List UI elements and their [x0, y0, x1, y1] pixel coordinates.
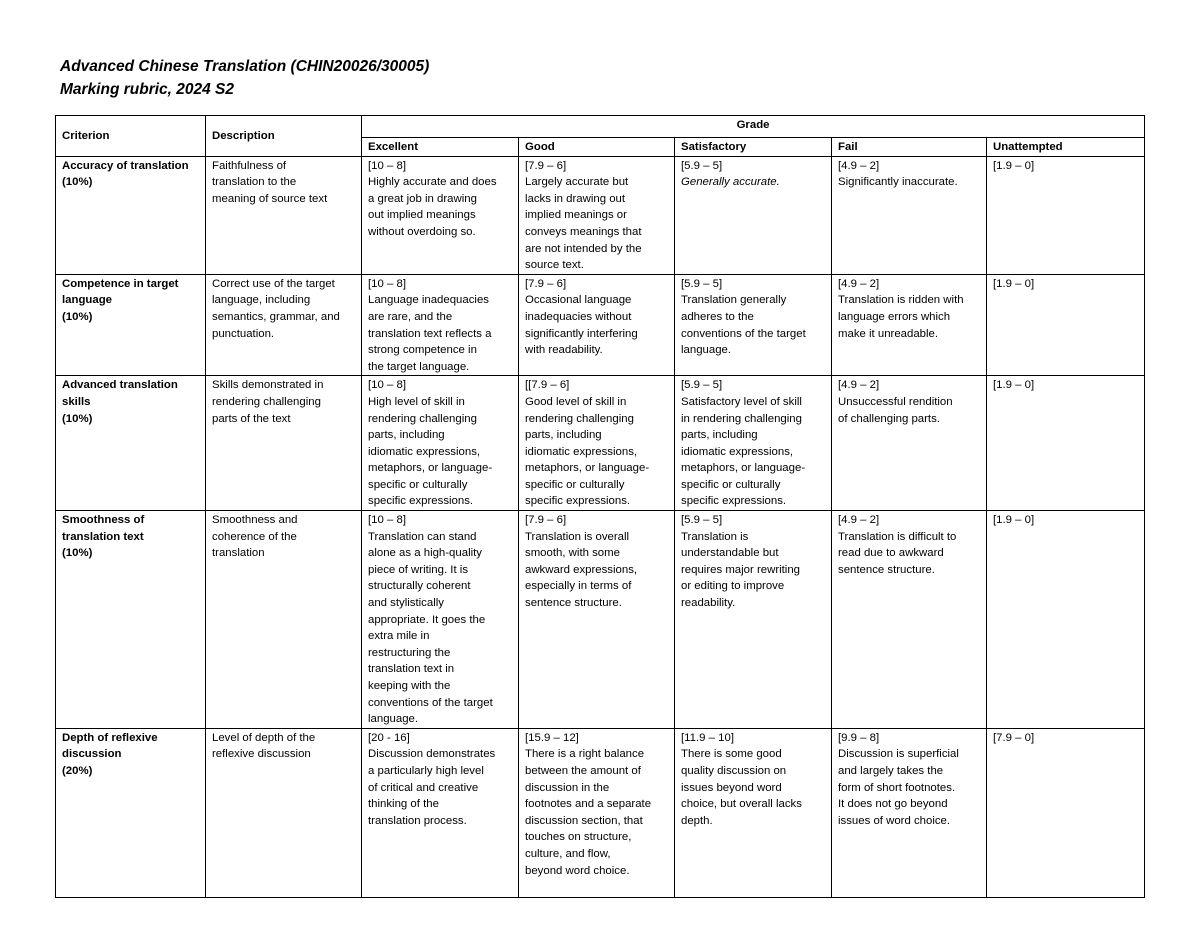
grade-descriptor-line: structurally coherent	[368, 580, 471, 593]
grade-descriptor-line: the target language.	[368, 360, 470, 373]
grade-descriptor-line: There is a right balance	[525, 748, 645, 761]
description-cell	[206, 156, 362, 274]
description-line: Faithfulness of	[212, 159, 287, 172]
grade-descriptor-line: understandable but	[681, 547, 779, 560]
grade-descriptor-line: quality discussion on	[681, 764, 787, 777]
level-header-satisfactory: Satisfactory	[675, 138, 832, 157]
title-line-2: Marking rubric, 2024 S2	[60, 81, 235, 98]
grade-descriptor-line: High level of skill in	[368, 395, 465, 408]
grade-descriptor-line: specific expressions.	[368, 495, 474, 508]
grade-descriptor-line: lacks in drawing out	[525, 192, 626, 205]
header-row-1	[56, 116, 1145, 138]
grade-descriptor-line: inadequacies without	[525, 310, 632, 323]
grade-descriptor-line: It does not go beyond	[838, 798, 948, 811]
criterion-line: translation text	[62, 530, 144, 543]
score-band: [10 – 8]	[368, 277, 406, 290]
criterion-line: Competence in target	[62, 277, 179, 290]
score-band: [7.9 – 6]	[525, 514, 567, 527]
grade-descriptor-line: issues beyond word	[681, 781, 782, 794]
grade-descriptor-line: a great job in drawing	[368, 192, 477, 205]
grade-descriptor-line: metaphors, or language-	[525, 462, 650, 475]
criterion-header: Criterion	[56, 116, 206, 157]
grade-cell-fail	[832, 511, 987, 729]
grade-descriptor-line: of challenging parts.	[838, 412, 940, 425]
grade-descriptor-line: parts, including	[368, 429, 445, 442]
grade-cell-fail	[832, 156, 987, 274]
grade-descriptor-line: in rendering challenging	[681, 412, 802, 425]
grade-descriptor-line: Translation is difficult to	[838, 530, 957, 543]
grade-descriptor-line: especially in terms of	[525, 580, 632, 593]
level-header-fail: Fail	[832, 138, 987, 157]
grade-descriptor-line: language.	[681, 344, 732, 357]
grade-descriptor-line: Satisfactory level of skill	[681, 395, 802, 408]
grade-descriptor-line: keeping with the	[368, 680, 451, 692]
grade-descriptor-line: sentence structure.	[525, 597, 622, 610]
level-header-unattempted: Unattempted	[987, 138, 1145, 157]
score-band: [10 – 8]	[368, 514, 406, 527]
grade-descriptor-line: discussion in the	[525, 781, 610, 794]
grade-descriptor-line: Unsuccessful rendition	[838, 395, 953, 408]
grade-cell-excellent	[362, 156, 519, 274]
grade-descriptor-line: discussion section, that	[525, 814, 643, 827]
grade-descriptor-line: with readability.	[525, 344, 603, 357]
grade-descriptor-line: metaphors, or language-	[368, 462, 493, 475]
grade-cell-good	[519, 511, 675, 729]
grade-descriptor-line: Translation can stand	[368, 530, 477, 543]
grade-descriptor-line: specific expressions.	[525, 495, 631, 508]
grade-descriptor-line: without overdoing so.	[368, 225, 476, 238]
grade-descriptor-line: language.	[368, 713, 419, 726]
grade-descriptor-line: implied meanings or	[525, 209, 627, 222]
grade-descriptor-line: out implied meanings	[368, 209, 476, 222]
score-band: [10 – 8]	[368, 159, 406, 172]
description-cell	[206, 274, 362, 376]
grade-descriptor-line: Discussion is superficial	[838, 748, 959, 761]
grade-cell-good	[519, 376, 675, 511]
rubric-table	[55, 115, 1145, 898]
grade-descriptor-line: Language inadequacies	[368, 294, 489, 307]
level-header-good: Good	[519, 138, 675, 157]
criterion-line: Depth of reflexive	[62, 731, 158, 744]
description-line: punctuation.	[212, 327, 275, 340]
grade-cell-excellent	[362, 274, 519, 376]
description-line: Level of depth of the	[212, 731, 316, 744]
grade-descriptor-line: culture, and flow,	[525, 847, 611, 860]
description-line: reflexive discussion	[212, 748, 311, 761]
description-line: Skills demonstrated in	[212, 379, 324, 392]
grade-descriptor-line: of critical and creative	[368, 781, 479, 794]
grade-descriptor-line: restructuring the	[368, 646, 451, 659]
grade-descriptor-line: thinking of the	[368, 798, 439, 811]
grade-descriptor-line: parts, including	[681, 429, 758, 442]
document-title	[60, 55, 429, 101]
grade-descriptor-line: translation text in	[368, 663, 455, 676]
grade-cell-good	[519, 274, 675, 376]
grade-descriptor-line: specific or culturally	[368, 478, 468, 491]
grade-descriptor-line: strong competence in	[368, 344, 477, 357]
rubric-row	[56, 376, 1145, 511]
description-line: coherence of the	[212, 530, 297, 543]
grade-cell-satisfactory	[675, 156, 832, 274]
grade-descriptor-line: issues of word choice.	[838, 814, 951, 827]
grade-descriptor-line: sentence structure.	[838, 563, 935, 576]
criterion-line: (10%)	[62, 547, 93, 560]
grade-descriptor-line: Largely accurate but	[525, 176, 629, 189]
grade-cell-good	[519, 156, 675, 274]
grade-cell-unattempted	[987, 274, 1145, 376]
grade-descriptor-line: make it unreadable.	[838, 327, 939, 340]
grade-descriptor-line: read due to awkward	[838, 547, 944, 560]
grade-descriptor-line: Discussion demonstrates	[368, 748, 496, 761]
criterion-line: language	[62, 294, 113, 307]
grade-descriptor-line: Translation is ridden with	[838, 294, 964, 307]
score-band: [5.9 – 5]	[681, 514, 723, 527]
score-band: [1.9 – 0]	[993, 379, 1035, 392]
criterion-line: (10%)	[62, 310, 93, 323]
grade-cell-good	[519, 728, 675, 897]
criterion-line: Smoothness of	[62, 514, 145, 527]
score-band: [1.9 – 0]	[993, 277, 1035, 290]
criterion-line: (10%)	[62, 176, 93, 189]
rubric-row	[56, 156, 1145, 274]
grade-descriptor-line: There is some good	[681, 748, 782, 761]
grade-descriptor-line: idiomatic expressions,	[525, 445, 638, 458]
score-band: [7.9 – 0]	[993, 731, 1035, 744]
grade-descriptor-line: footnotes and a separate	[525, 798, 652, 811]
score-band: [5.9 – 5]	[681, 277, 723, 290]
grade-descriptor-line: translation process.	[368, 814, 467, 827]
score-band: [4.9 – 2]	[838, 277, 880, 290]
grade-descriptor-line: Translation is overall	[525, 530, 630, 543]
grade-descriptor-line: conventions of the target	[681, 327, 806, 340]
grade-descriptor-line: beyond word choice.	[525, 864, 630, 877]
grade-cell-unattempted	[987, 156, 1145, 274]
score-band: [1.9 – 0]	[993, 514, 1035, 527]
description-line: parts of the text	[212, 412, 291, 425]
description-cell	[206, 511, 362, 729]
grade-descriptor-line: Generally accurate.	[681, 176, 780, 189]
grade-descriptor-line: Occasional language	[525, 294, 632, 307]
grade-descriptor-line: language errors which	[838, 310, 951, 323]
description-line: Smoothness and	[212, 514, 298, 527]
score-band: [7.9 – 6]	[525, 159, 567, 172]
grade-descriptor-line: idiomatic expressions,	[681, 445, 794, 458]
rubric-row	[56, 511, 1145, 729]
grade-cell-excellent	[362, 376, 519, 511]
grade-descriptor-line: source text.	[525, 259, 584, 272]
criterion-cell	[56, 376, 206, 511]
score-band: [11.9 – 10]	[681, 731, 734, 744]
description-cell	[206, 376, 362, 511]
grade-descriptor-line: adheres to the	[681, 310, 754, 323]
criterion-cell	[56, 728, 206, 897]
criterion-line: (20%)	[62, 764, 93, 777]
grade-descriptor-line: conveys meanings that	[525, 225, 642, 238]
criterion-line: discussion	[62, 748, 122, 761]
grade-descriptor-line: metaphors, or language-	[681, 462, 806, 475]
grade-descriptor-line: alone as a high-quality	[368, 547, 482, 560]
grade-descriptor-line: readability.	[681, 597, 736, 610]
grade-descriptor-line: significantly interfering	[525, 327, 638, 340]
grade-descriptor-line: Translation is	[681, 530, 749, 543]
grade-cell-unattempted	[987, 728, 1145, 897]
description-cell	[206, 728, 362, 897]
score-band: [7.9 – 6]	[525, 277, 567, 290]
description-line: translation	[212, 547, 265, 560]
score-band: [9.9 – 8]	[838, 731, 880, 744]
grade-descriptor-line: Good level of skill in	[525, 395, 627, 408]
criterion-cell	[56, 274, 206, 376]
grade-descriptor-line: form of short footnotes.	[838, 781, 956, 794]
grade-cell-satisfactory	[675, 511, 832, 729]
grade-descriptor-line: rendering challenging	[368, 412, 477, 425]
grade-descriptor-line: Translation generally	[681, 294, 787, 307]
grade-descriptor-line: are not intended by the	[525, 242, 642, 255]
grade-descriptor-line: translation text reflects a	[368, 327, 492, 340]
grade-cell-fail	[832, 728, 987, 897]
criterion-cell	[56, 511, 206, 729]
grade-descriptor-line: appropriate. It goes the	[368, 613, 486, 626]
criterion-cell	[56, 156, 206, 274]
grade-descriptor-line: and stylistically	[368, 597, 444, 610]
grade-descriptor-line: piece of writing. It is	[368, 563, 469, 576]
grade-header: Grade	[362, 116, 1145, 138]
rubric-row	[56, 728, 1145, 897]
score-band: [4.9 – 2]	[838, 379, 880, 392]
score-band: [4.9 – 2]	[838, 514, 880, 527]
grade-cell-satisfactory	[675, 274, 832, 376]
description-line: rendering challenging	[212, 395, 321, 408]
grade-descriptor-line: choice, but overall lacks	[681, 798, 802, 811]
score-band: [20 - 16]	[368, 731, 410, 744]
grade-descriptor-line: are rare, and the	[368, 310, 453, 323]
grade-descriptor-line: awkward expressions,	[525, 563, 638, 576]
grade-descriptor-line: smooth, with some	[525, 547, 620, 560]
grade-descriptor-line: specific or culturally	[525, 478, 625, 491]
grade-cell-unattempted	[987, 511, 1145, 729]
grade-descriptor-line: idiomatic expressions,	[368, 445, 481, 458]
criterion-line: Accuracy of translation	[62, 159, 189, 172]
grade-cell-satisfactory	[675, 376, 832, 511]
grade-descriptor-line: Significantly inaccurate.	[838, 176, 958, 189]
score-band: [4.9 – 2]	[838, 159, 880, 172]
grade-descriptor-line: between the amount of	[525, 764, 641, 777]
grade-descriptor-line: rendering challenging	[525, 412, 634, 425]
grade-cell-fail	[832, 376, 987, 511]
grade-cell-excellent	[362, 728, 519, 897]
grade-cell-fail	[832, 274, 987, 376]
rubric-row	[56, 274, 1145, 376]
grade-descriptor-line: specific or culturally	[681, 478, 781, 491]
score-band: [5.9 – 5]	[681, 379, 723, 392]
score-band: [1.9 – 0]	[993, 159, 1035, 172]
description-line: Correct use of the target	[212, 277, 335, 290]
criterion-line: Advanced translation	[62, 379, 178, 392]
grade-descriptor-line: Highly accurate and does	[368, 176, 497, 189]
level-header-excellent: Excellent	[362, 138, 519, 157]
score-band: [10 – 8]	[368, 379, 406, 392]
grade-cell-excellent	[362, 511, 519, 729]
grade-descriptor-line: a particularly high level	[368, 764, 484, 777]
grade-descriptor-line: touches on structure,	[525, 831, 632, 844]
description-line: meaning of source text	[212, 192, 328, 205]
description-line: translation to the	[212, 176, 297, 189]
criterion-line: skills	[62, 395, 91, 408]
grade-descriptor-line: requires major rewriting	[681, 563, 801, 576]
description-line: language, including	[212, 294, 311, 307]
score-band: [5.9 – 5]	[681, 159, 723, 172]
grade-descriptor-line: specific expressions.	[681, 495, 787, 508]
title-line-1: Advanced Chinese Translation (CHIN20026/30005)	[60, 58, 430, 75]
grade-descriptor-line: extra mile in	[368, 630, 430, 643]
description-line: semantics, grammar, and	[212, 310, 340, 323]
criterion-line: (10%)	[62, 412, 93, 425]
score-band: [[7.9 – 6]	[525, 379, 570, 392]
grade-descriptor-line: and largely takes the	[838, 764, 944, 777]
grade-cell-unattempted	[987, 376, 1145, 511]
grade-descriptor-line: depth.	[681, 814, 713, 827]
grade-descriptor-line: or editing to improve	[681, 580, 785, 593]
grade-cell-satisfactory	[675, 728, 832, 897]
score-band: [15.9 – 12]	[525, 731, 579, 744]
grade-descriptor-line: conventions of the target	[368, 696, 493, 709]
grade-descriptor-line: parts, including	[525, 429, 602, 442]
description-header: Description	[206, 116, 362, 157]
